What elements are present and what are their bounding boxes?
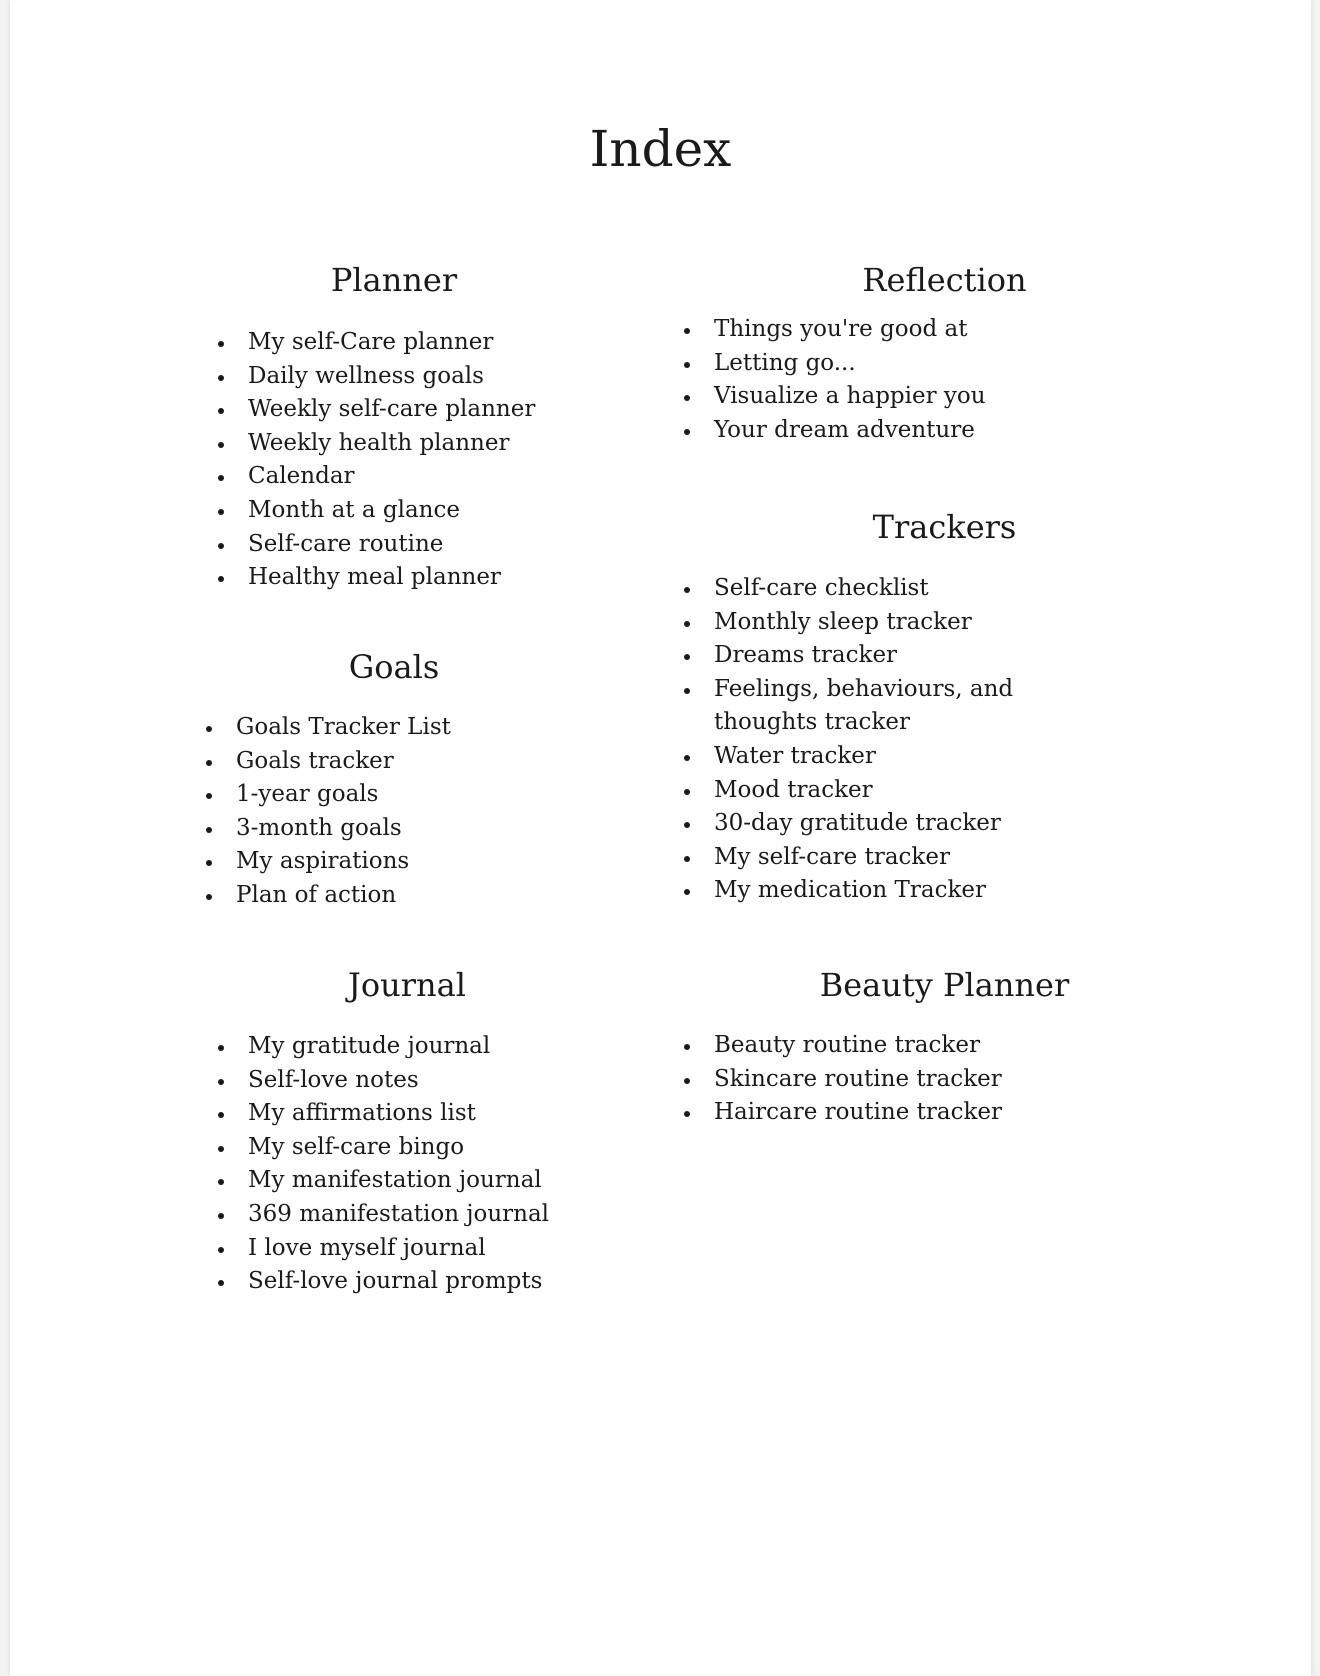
section-heading-trackers: Trackers xyxy=(872,508,1017,546)
list-item: Things you're good at xyxy=(678,313,1198,347)
document-page xyxy=(10,0,1311,1676)
section-heading-goals: Goals xyxy=(348,648,440,686)
list-item: Calendar xyxy=(212,460,632,494)
list-item: Daily wellness goals xyxy=(212,360,632,394)
section-heading-journal: Journal xyxy=(348,966,466,1004)
list-item: My gratitude journal xyxy=(212,1030,632,1064)
list-item: Beauty routine tracker xyxy=(678,1029,1198,1063)
list-item: Skincare routine tracker xyxy=(678,1063,1198,1097)
list-item: My self-Care planner xyxy=(212,326,632,360)
list-item: My manifestation journal xyxy=(212,1164,632,1198)
list-item: My self-care tracker xyxy=(678,841,1118,875)
list-item: My medication Tracker xyxy=(678,874,1118,908)
list-item: Visualize a happier you xyxy=(678,380,1198,414)
list-item: Monthly sleep tracker xyxy=(678,606,1118,640)
list-item: 369 manifestation journal xyxy=(212,1198,632,1232)
list-item: Self-care routine xyxy=(212,528,632,562)
list-item: Self-care checklist xyxy=(678,572,1118,606)
section-list-trackers xyxy=(678,572,1118,908)
list-item: Goals Tracker List xyxy=(200,711,620,745)
list-item: Plan of action xyxy=(200,879,620,913)
section-heading-beauty-planner: Beauty Planner xyxy=(819,966,1070,1004)
list-item: Letting go... xyxy=(678,347,1198,381)
list-item: Haircare routine tracker xyxy=(678,1096,1198,1130)
section-list-journal xyxy=(212,1030,632,1299)
list-item: Weekly health planner xyxy=(212,427,632,461)
section-list-planner xyxy=(212,326,632,595)
list-item: Water tracker xyxy=(678,740,1118,774)
section-list-goals xyxy=(200,711,620,913)
list-item: My aspirations xyxy=(200,845,620,879)
list-item: Mood tracker xyxy=(678,774,1118,808)
list-item: Month at a glance xyxy=(212,494,632,528)
list-item: Your dream adventure xyxy=(678,414,1198,448)
list-item: 1-year goals xyxy=(200,778,620,812)
list-item: Dreams tracker xyxy=(678,639,1118,673)
page-title: Index xyxy=(589,120,732,178)
list-item: 3-month goals xyxy=(200,812,620,846)
list-item: Self-love notes xyxy=(212,1064,632,1098)
list-item: My self-care bingo xyxy=(212,1131,632,1165)
list-item: Feelings, behaviours, and thoughts tracker xyxy=(678,673,1118,740)
section-heading-planner: Planner xyxy=(330,261,458,299)
list-item: Goals tracker xyxy=(200,745,620,779)
section-list-reflection xyxy=(678,313,1198,447)
list-item: 30-day gratitude tracker xyxy=(678,807,1118,841)
list-item: Self-love journal prompts xyxy=(212,1265,632,1299)
list-item: Weekly self-care planner xyxy=(212,393,632,427)
list-item: My affirmations list xyxy=(212,1097,632,1131)
section-heading-reflection: Reflection xyxy=(862,261,1027,299)
list-item: Healthy meal planner xyxy=(212,561,632,595)
section-list-beauty-planner xyxy=(678,1029,1198,1130)
list-item: I love myself journal xyxy=(212,1232,632,1266)
